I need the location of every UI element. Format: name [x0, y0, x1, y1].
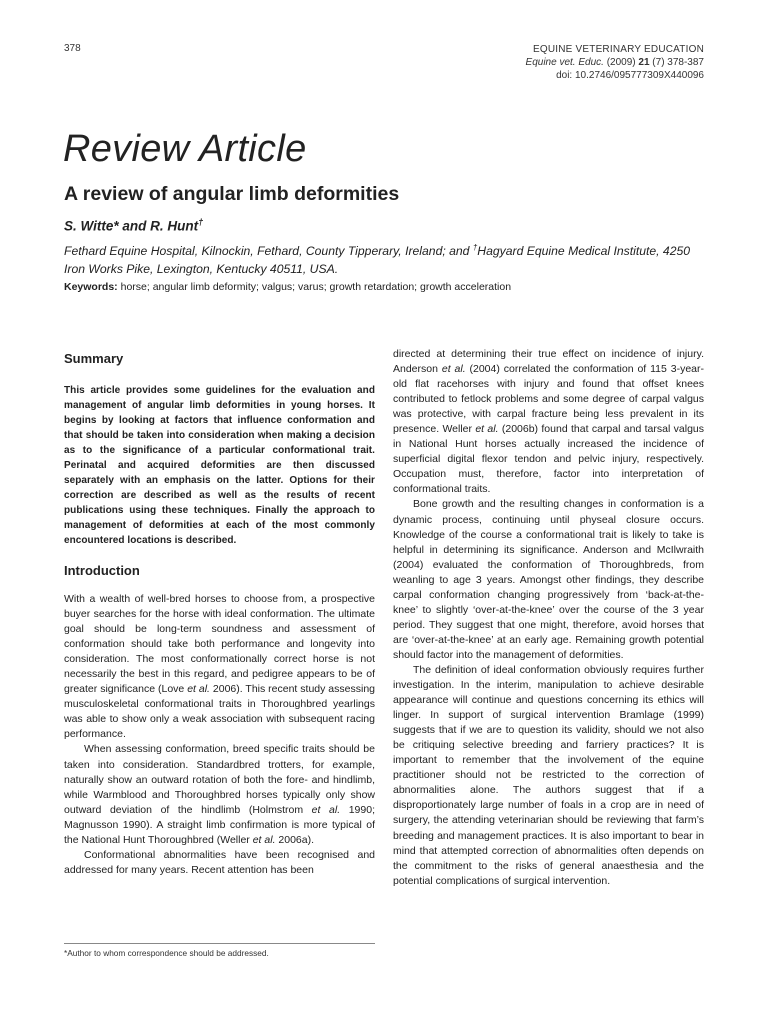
text-run: With a wealth of well-bred horses to choose from, a prospective buyer searches for the horse with ideal conformation. The ultimate goal should be long-term soundness and assessment of conformation should take both performance and longevity into consideration. The most conformationally correct horse is not necessarily the best in this regard, and pedigree appears to be of greater significance (Love — [64, 593, 375, 696]
keywords-list: horse; angular limb deformity; valgus; varus; growth retardation; growth acceleration — [117, 281, 512, 293]
doi: doi: 10.2746/095777309X440096 — [556, 70, 704, 81]
citation-pages: (7) 378-387 — [652, 57, 704, 68]
article-title: A review of angular limb deformities — [64, 183, 400, 205]
authors — [64, 217, 203, 234]
journal-citation — [526, 56, 704, 69]
text-run: directed at determining their true effect on incidence of injury. Anderson — [393, 348, 704, 376]
affiliation-part-2: Hagyard Equine Medical Institute, 4250 Iron Works Pike, Lexington, Kentucky 40511, USA. — [64, 244, 691, 277]
affiliation — [64, 239, 714, 278]
citation-journal: Equine vet. Educ. — [525, 57, 604, 68]
footnote: *Author to whom correspondence should be addressed. — [64, 948, 269, 958]
summary-heading: Summary — [64, 351, 124, 366]
text-run: 2006a). — [275, 833, 315, 846]
et-al: et al. — [441, 363, 466, 376]
et-al: et al. — [475, 423, 499, 436]
et-al: et al. — [187, 683, 210, 696]
journal-name: EQUINE VETERINARY EDUCATION — [533, 44, 704, 55]
intro-paragraph-1 — [64, 592, 375, 742]
page-number: 378 — [64, 43, 81, 54]
citation-volume: 21 — [638, 57, 650, 68]
text-run: 2006). This recent study assessing musculoskeletal conformational traits in Thoroughbred yearlings was able to show only a weak association with subsequent racing performance. — [64, 683, 375, 741]
et-al: et al. — [252, 833, 276, 846]
left-column — [64, 347, 375, 878]
summary-text: This article provides some guidelines for the evaluation and management of angular limb deformities in young horses. It begins by looking at factors that influence conformation and that should be taken into consideration when making a decision as to the significance of a particular conformational trait. Perinatal and acquired deformities are then discussed separately with an emphasis on the latter. Options for their correction are described as well as the results of recent publications using these techniques. Finally the approach to management of deformities at each of the most commonly encountered locations is described. — [64, 385, 375, 546]
right-paragraph-2: Bone growth and the resulting changes in conformation is a dynamic process, continuing until physeal closure occurs. Knowledge of the course a conformational trait is likely to take is helpful in determining its significance. Anderson and McIlwraith (2004) evaluated the conformation of Thoroughbreds, from weanling to age 3 years. Amongst other findings, they describe carpal conformation changing progressively from ‘back-at-the-knee’ to slightly ‘over-at-the-knee’ over the course of the 3 year period. They suggest that one might, therefore, avoid horses that are ‘over-at-the-knee’ at an early age. Remaining growth potential should factor into the management of deformities. — [393, 498, 704, 661]
author-names: S. Witte* and R. Hunt — [64, 218, 199, 234]
author-dagger: † — [198, 217, 204, 227]
footnote-divider — [64, 943, 375, 944]
keywords-label: Keywords: — [64, 281, 118, 293]
affiliation-dagger: † — [472, 243, 478, 252]
text-run: When assessing conformation, breed specific traits should be taken into consideration. Standardbred trotters, for example, naturally show an outward rotation of both the fore- and hindlimb, while Warmblood and Thoroughbred horses typically only show outward deviation of the hindlimb (Holmstrom — [64, 743, 375, 816]
text-run: (2004) correlated the conformation of 115 3-year-old flat racehorses with injury and found that offset knees contributed to fetlock problems and some degree of carpal valgus was protective, with carpal fracture being less prevalent in its presence. Weller — [393, 363, 705, 436]
et-al: et al. — [311, 803, 341, 816]
text-run: (2006b) found that carpal and tarsal valgus in National Hunt horses actually increased the incidence of superficial digital flexor tendon and pelvic injury, respectively. Occupation must, therefore, factor into interpretation of conformational traits. — [393, 423, 704, 496]
right-paragraph-1 — [393, 347, 704, 497]
introduction-heading: Introduction — [64, 563, 140, 578]
journal-citation-block — [526, 43, 704, 82]
intro-paragraph-3: Conformational abnormalities have been recognised and addressed for many years. Recent attention has been — [64, 848, 375, 876]
intro-paragraph-2 — [64, 742, 375, 847]
article-type: Review Article — [63, 128, 307, 170]
right-column — [393, 347, 704, 889]
right-paragraph-3: The definition of ideal conformation obviously requires further investigation. In the interim, manipulation to achieve desirable appearance will continue and questions concerning its ethics will linger. In support of surgical intervention Bramlage (1999) suggests that if we are to question its validity, should we not also be critiquing selective breeding and farriery practices? It is important to remember that the involvement of the equine practitioner should not be restricted to the correction of abnormalities alone. The authors suggest that if a disproportionately large number of foals in a crop are in need of surgery, the attending veterinarian should be reviewing that farm’s breeding and management practices. It is also important to bear in mind that attempted correction of abnormalities often depends on the commitment to the risks of general anaesthesia and the potential complications of surgical intervention. — [393, 663, 704, 887]
keywords — [64, 281, 511, 293]
citation-year: (2009) — [606, 57, 636, 68]
text-run: 1990; Magnusson 1990). A straight limb confirmation is more typical of the National Hunt Thoroughbred (Weller — [64, 803, 375, 846]
affiliation-part-1: Fethard Equine Hospital, Kilnockin, Fethard, County Tipperary, Ireland; and — [64, 244, 473, 259]
